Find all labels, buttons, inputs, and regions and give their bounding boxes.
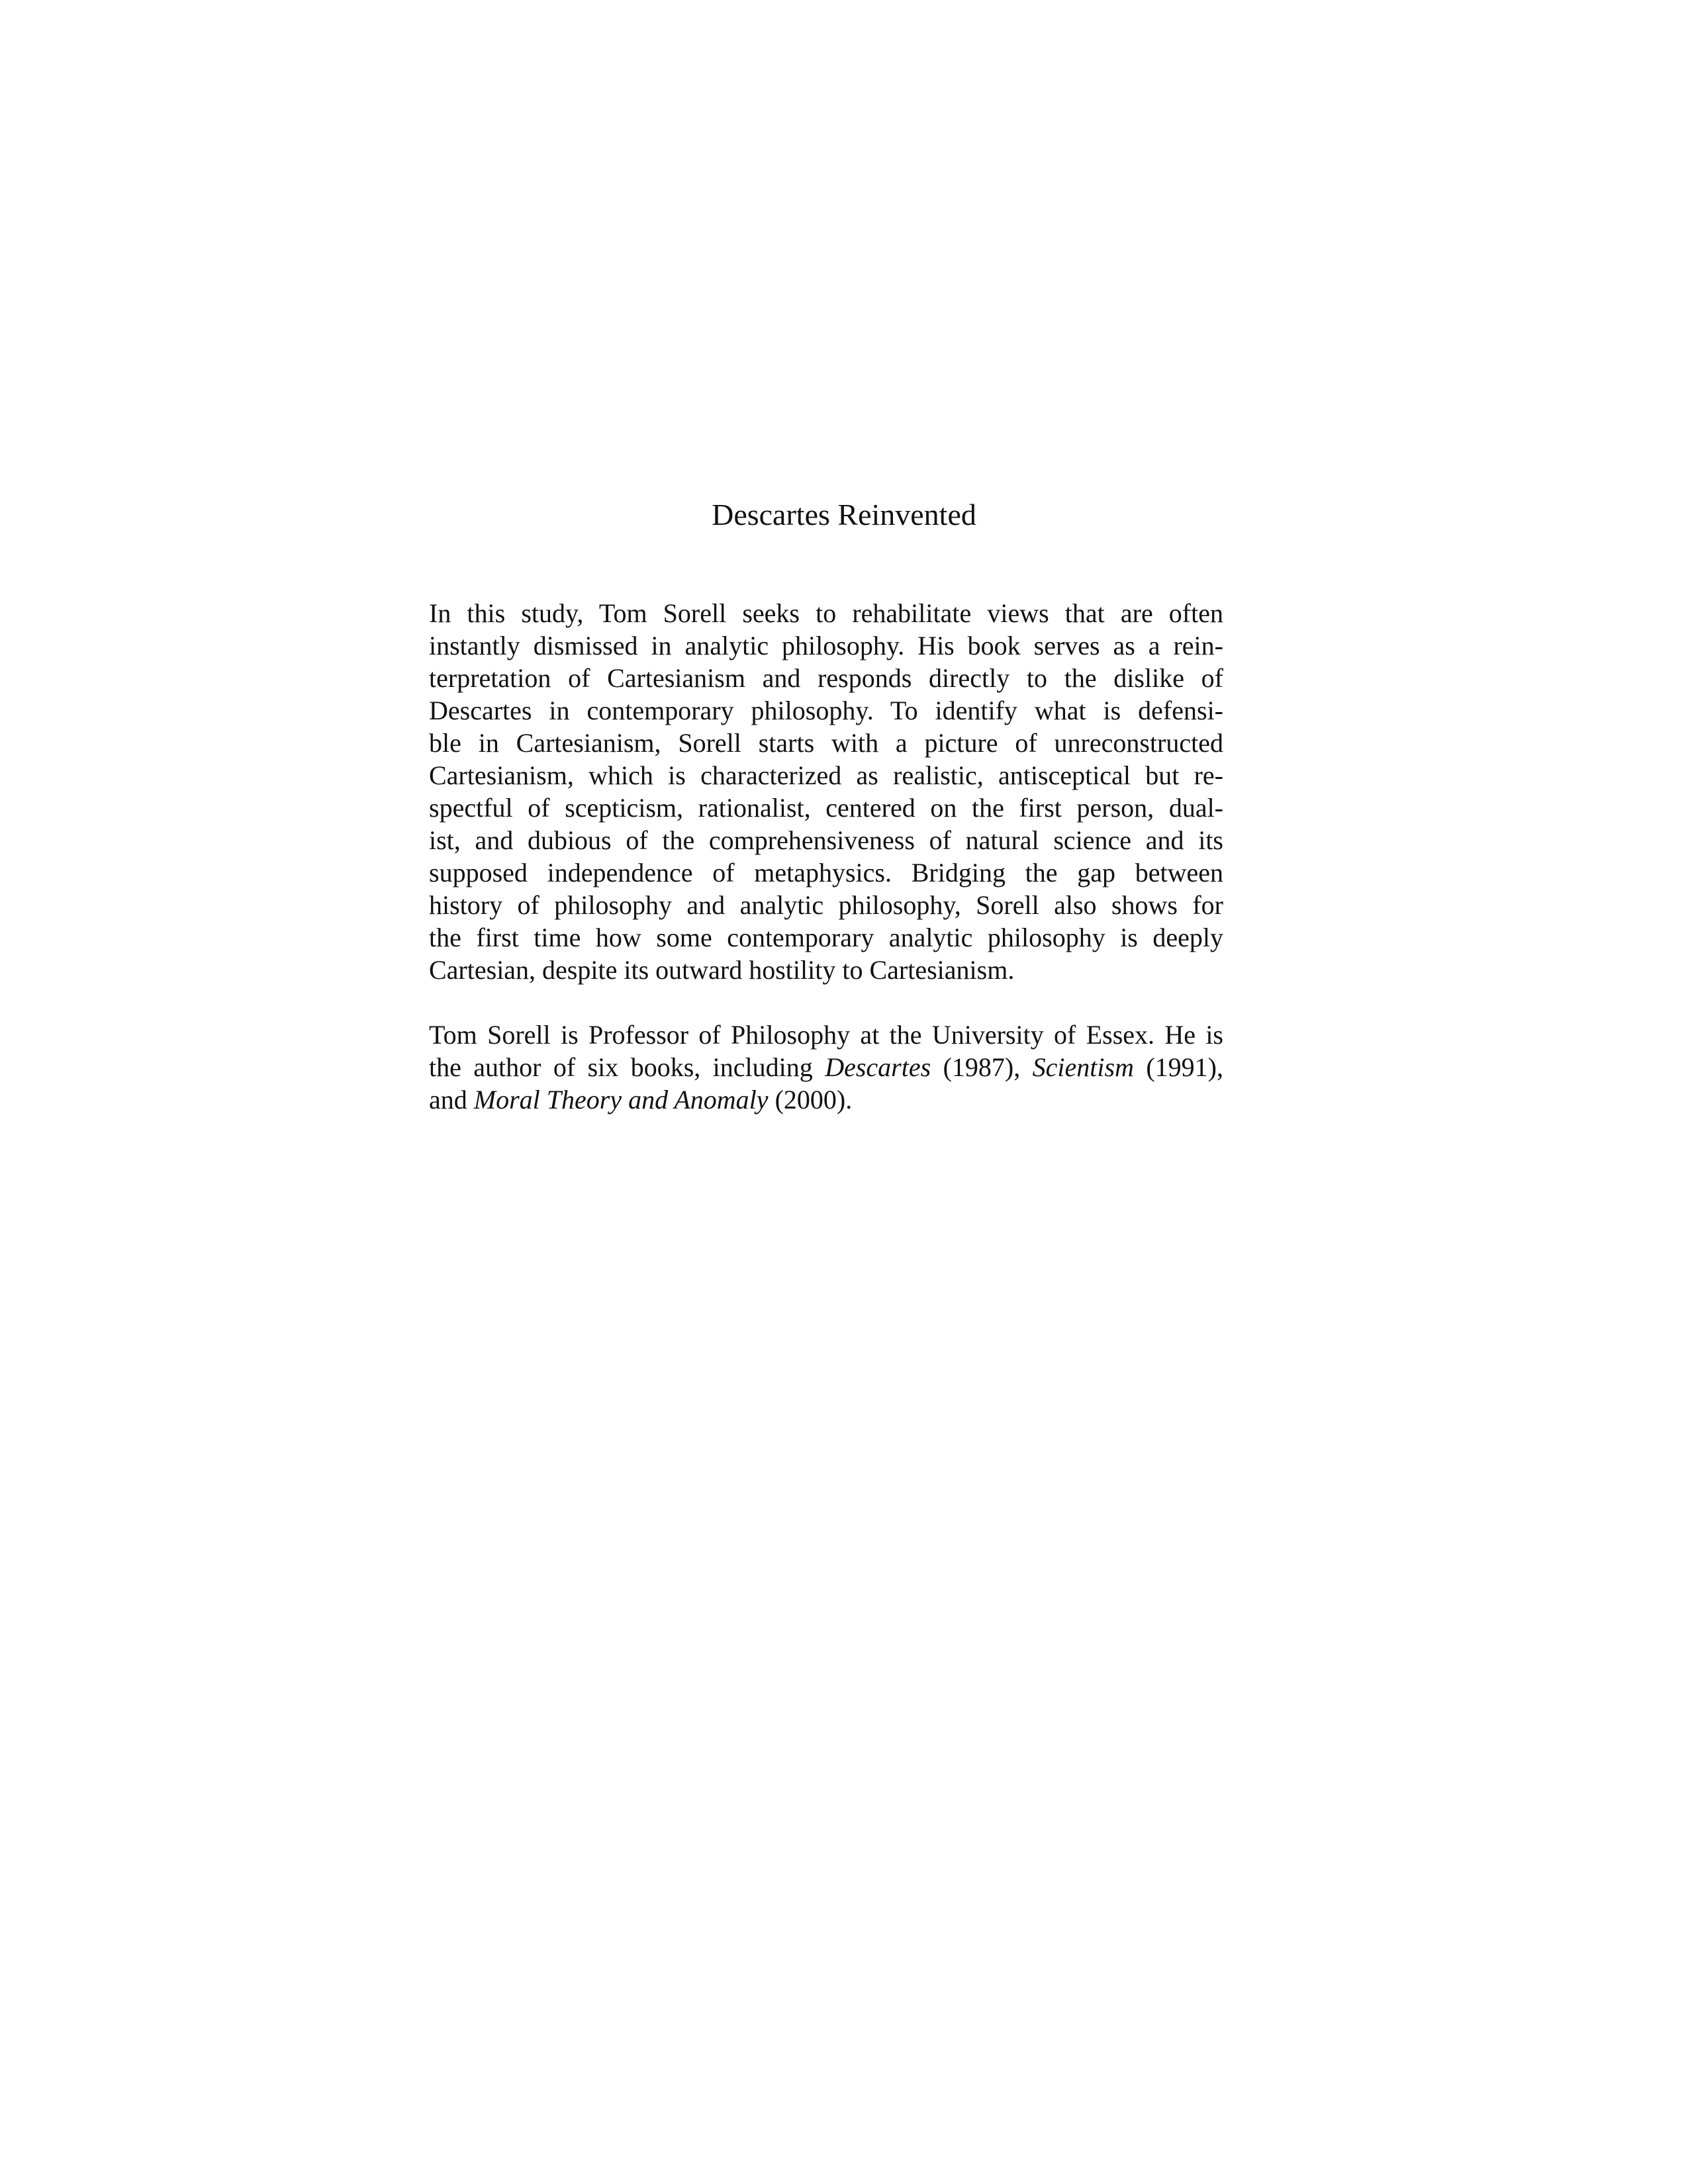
book-title: Descartes Reinvented	[712, 498, 976, 531]
description-line: history of philosophy and analytic philosophy, Sorell also shows for	[429, 890, 1223, 920]
description-line: Cartesian, despite its outward hostility to Cartesianism.	[429, 955, 1015, 985]
description-line: ble in Cartesianism, Sorell starts with a picture of unreconstructed	[429, 728, 1223, 758]
description-line: instantly dismissed in analytic philosophy. His book serves as a rein-	[429, 631, 1223, 660]
book-title-moral-theory: Moral Theory and Anomaly	[473, 1085, 769, 1115]
description-line: spectful of scepticism, rationalist, centered on the first person, dual-	[429, 793, 1223, 823]
bio-text: the author of six books, including	[429, 1052, 825, 1082]
description-line: ist, and dubious of the comprehensiveness of natural science and its	[429, 825, 1223, 855]
bio-line	[429, 1083, 1223, 1116]
description-line: Cartesianism, which is characterized as realistic, antisceptical but re-	[429, 760, 1223, 790]
author-bio-paragraph	[429, 1019, 1223, 1116]
description-line: the first time how some contemporary analytic philosophy is deeply	[429, 923, 1223, 952]
bio-line	[429, 1051, 1223, 1083]
description-line: supposed independence of metaphysics. Bridging the gap between	[429, 858, 1223, 887]
bio-line: Tom Sorell is Professor of Philosophy at the University of Essex. He is	[429, 1020, 1223, 1050]
book-year: (1987),	[931, 1052, 1033, 1082]
blurb	[429, 597, 1223, 1116]
book-title-descartes: Descartes	[825, 1052, 931, 1082]
book-year: (1991),	[1133, 1052, 1224, 1082]
description-line: In this study, Tom Sorell seeks to rehabilitate views that are often	[429, 598, 1223, 628]
description-line: Descartes in contemporary philosophy. To identify what is defensi-	[429, 696, 1223, 725]
bio-text: and	[429, 1085, 474, 1115]
description-line: terpretation of Cartesianism and responds directly to the dislike of	[429, 663, 1223, 693]
book-year: (2000).	[768, 1085, 853, 1115]
paragraph-gap	[429, 986, 1223, 1019]
description-paragraph	[429, 597, 1223, 986]
book-title-scientism: Scientism	[1032, 1052, 1134, 1082]
